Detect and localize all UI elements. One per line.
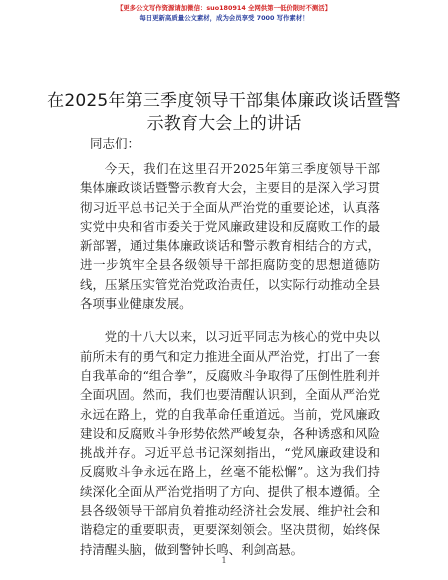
- paragraph-2: 党的十八大以来，以习近平同志为核心的党中央以前所未有的勇气和定力推进全面从严治党，打出了一套自我革命的“组合拳”，反腐败斗争取得了压倒性胜利并全面巩固。然而，我们也要清醒认识到，全面从严治党永远在路上，党的自我革命任重道远。当前，党风廉政建设和反腐败斗争形势依然严峻复杂，各种诱惑和风险挑战并存。习近平总书记深刻指出，“党风廉政建设和反腐败斗争永远在路上，丝毫不能松懈”。这为我们持续深化全面从严治党指明了方向、提供了根本遵循。全县各级领导干部肩负着推动经济社会发展、维护社会和谐稳定的重要职责，更要深刻领会。坚决贯彻，始终保持清醒头脑，做到警钟长鸣、利剑高悬。: [80, 329, 380, 557]
- page-number: 1: [221, 556, 227, 565]
- speech-body: [80, 159, 380, 573]
- promo-line-1: 【更多公文写作资源请加微信：suo180914 全网供第一低价限时不测活】: [116, 4, 332, 12]
- title-line-1: 在2025年第三季度领导干部集体廉政谈话暨警: [47, 91, 401, 111]
- salutation: 同志们：: [90, 136, 141, 151]
- title-line-2: 示教育大会上的讲话: [146, 114, 302, 134]
- promo-line-2: 每日更新高质量公文素材，成为会员享受 7000 写作素材！: [139, 14, 309, 22]
- promo-banner: [0, 3, 448, 23]
- paragraph-1: 今天，我们在这里召开2025年第三季度领导干部集体廉政谈话暨警示教育大会，主要目的是深入学习贯彻习近平总书记关于全面从严治党的重要论述，认真落实党中央和省市委关于党风廉政建设和反腐败工作的最新部署，通过集体廉政谈话和警示教育相结合的方式，进一步筑牢全县各级领导干部拒腐防变的思想道德防线，压紧压实管党治党政治责任，以实际行动推动全县各项事业健康发展。: [80, 161, 380, 312]
- document-title: [0, 90, 448, 136]
